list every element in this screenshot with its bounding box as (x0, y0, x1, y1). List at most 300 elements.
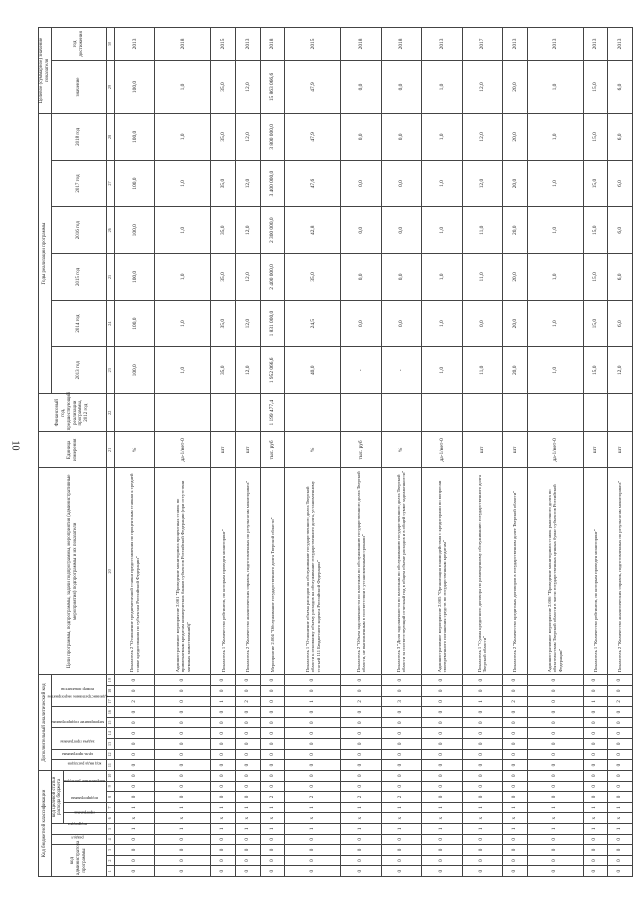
year-value-cell: 12,0 (236, 207, 261, 254)
code-cell: 0 (341, 717, 381, 728)
code-cell: 0 (583, 686, 608, 697)
financial-year-cell (502, 394, 527, 432)
code-cell: 0 (260, 728, 285, 739)
table-row (422, 28, 462, 877)
financial-year-cell (341, 394, 381, 432)
code-cell: 1 (260, 823, 285, 834)
code-cell: 1 (527, 823, 583, 834)
code-cell: 0 (260, 781, 285, 792)
code-cell: 0 (462, 686, 502, 697)
code-cell: 0 (236, 781, 261, 792)
year-value-cell: 0,0 (381, 114, 421, 161)
year-value-cell: 15,0 (583, 160, 608, 207)
column-index-cell: 7 (107, 802, 115, 813)
year-value-cell: 20,0 (502, 114, 527, 161)
code-cell: 0 (462, 707, 502, 718)
year-value-cell: 1,0 (527, 207, 583, 254)
target-value-cell: 47,9 (285, 60, 341, 113)
indicator-name: Показатель 2 "Отношение среднемесячной ставки предоставления по процентным ставкам к средней ставке кредитования по субъектам Российской Федерации" (115, 468, 155, 675)
year-value-cell: 12,0 (608, 347, 633, 394)
indicator-name: Показатель 2 "Количество кредитных договоров в государственном долге Тверской области" (502, 468, 527, 675)
code-cell: 0 (527, 781, 583, 792)
code-cell: 0 (236, 792, 261, 803)
code-cell: 0 (381, 686, 421, 697)
table-row (608, 28, 633, 877)
code-cell: 0 (155, 739, 211, 750)
code-cell: 0 (115, 675, 155, 686)
financial-year-cell (608, 394, 633, 432)
unit-cell: да-1/нет-0 (422, 432, 462, 468)
code-cell: 0 (211, 781, 236, 792)
code-cell: 0 (381, 675, 421, 686)
code-cell: 1 (608, 823, 633, 834)
header-subprogram: подпрограмма (64, 802, 107, 813)
code-cell: 1 (381, 802, 421, 813)
code-cell: 0 (502, 845, 527, 856)
year-value-cell: 1,0 (155, 347, 211, 394)
code-cell: 0 (583, 792, 608, 803)
code-cell: 0 (527, 686, 583, 697)
code-cell: 1 (583, 802, 608, 813)
code-cell: 1 (462, 696, 502, 707)
code-cell: 1 (211, 696, 236, 707)
code-cell: 0 (422, 686, 462, 697)
year-value-cell: 0,0 (381, 254, 421, 301)
code-cell: 0 (285, 834, 341, 845)
code-cell: 0 (155, 781, 211, 792)
target-value-cell: 1,0 (527, 60, 583, 113)
code-cell: 0 (260, 749, 285, 760)
code-cell: 0 (155, 749, 211, 760)
code-cell: 0 (462, 728, 502, 739)
code-cell: 0 (211, 728, 236, 739)
code-cell: 0 (155, 834, 211, 845)
code-cell: 0 (608, 717, 633, 728)
table-row (502, 28, 527, 877)
code-cell: 0 (236, 739, 261, 750)
header-value: значение (51, 60, 107, 113)
code-cell: х (155, 813, 211, 824)
target-year-cell: 2015 (285, 28, 341, 61)
code-cell: 0 (285, 739, 341, 750)
year-value-cell: 35,0 (211, 300, 236, 347)
year-value-cell: 35,0 (211, 347, 236, 394)
year-value-cell: 0,0 (341, 207, 381, 254)
code-cell: 0 (236, 845, 261, 856)
code-cell: 0 (608, 739, 633, 750)
target-year-cell: 2018 (260, 28, 285, 61)
code-cell: 0 (381, 717, 421, 728)
year-value-cell: 0,0 (341, 300, 381, 347)
code-cell: 0 (211, 770, 236, 781)
code-cell: 0 (527, 792, 583, 803)
code-cell: 1 (260, 802, 285, 813)
year-value-cell: 15,0 (583, 207, 608, 254)
column-index-cell: 4 (107, 834, 115, 845)
year-value-cell: 1,0 (527, 347, 583, 394)
code-cell: 0 (381, 707, 421, 718)
code-cell: х (583, 813, 608, 824)
code-cell: 0 (260, 770, 285, 781)
target-year-cell: 2013 (608, 28, 633, 61)
unit-cell: шт (502, 432, 527, 468)
code-cell: 0 (422, 866, 462, 877)
code-cell: 0 (341, 760, 381, 771)
table-row (381, 28, 421, 877)
year-value-cell: 15,0 (583, 254, 608, 301)
year-value-cell: 1,0 (422, 347, 462, 394)
code-cell: 0 (462, 760, 502, 771)
code-cell: 0 (608, 728, 633, 739)
code-cell: 1 (285, 696, 341, 707)
code-cell: х (422, 813, 462, 824)
code-cell: 0 (381, 749, 421, 760)
code-cell: 0 (527, 717, 583, 728)
table-row (260, 28, 285, 877)
code-cell: 0 (527, 845, 583, 856)
indicator-name: Показатель 1 "Количество рейтингов, по которым проведен мониторинг" (583, 468, 608, 675)
indicator-name: Административное мероприятие 2.005 "Организация взаимодействия с кредиторами по вопросам своевременного погашения средств по государственным кредитам" (422, 468, 462, 675)
code-cell: 0 (422, 855, 462, 866)
code-cell: 0 (260, 675, 285, 686)
table-row (341, 28, 381, 877)
target-year-cell: 2013 (236, 28, 261, 61)
code-cell: 0 (115, 770, 155, 781)
code-cell: 0 (422, 707, 462, 718)
code-cell: 0 (341, 686, 381, 697)
code-cell: 0 (583, 866, 608, 877)
column-index-cell: 8 (107, 792, 115, 803)
year-value-cell: 100,0 (115, 160, 155, 207)
code-cell: х (341, 813, 381, 824)
unit-cell: шт (608, 432, 633, 468)
indicator-name: Показатель 2 "Количество аналитических справок, подготовленных по результатам мониторинга" (236, 468, 261, 675)
year-value-cell: 100,0 (115, 207, 155, 254)
target-value-cell: 1,0 (155, 60, 211, 113)
code-cell: 0 (115, 845, 155, 856)
year-value-cell: 15,0 (583, 114, 608, 161)
code-cell: 0 (211, 866, 236, 877)
code-cell: 0 (527, 675, 583, 686)
header-name: Цели программы, подпрограммы, задачи подпрограммы, мероприятия (административные мероприятия) подпрограммы и их показатели (39, 468, 107, 675)
code-cell: 0 (155, 866, 211, 877)
target-year-cell: 2013 (583, 28, 608, 61)
year-value-cell: 1,0 (155, 160, 211, 207)
code-cell: 0 (285, 686, 341, 697)
column-index-cell: 11 (107, 760, 115, 771)
header-section: раздел (51, 834, 107, 845)
column-index-cell: 2 (107, 855, 115, 866)
year-value-cell: 0,0 (341, 254, 381, 301)
code-cell: 0 (341, 728, 381, 739)
year-value-cell: 20,0 (502, 300, 527, 347)
financial-year-cell (236, 394, 261, 432)
code-cell: 2 (260, 792, 285, 803)
code-cell: 0 (583, 707, 608, 718)
year-value-cell: 0,0 (341, 114, 381, 161)
code-cell: 0 (211, 760, 236, 771)
code-cell: 0 (211, 675, 236, 686)
table-row (155, 28, 211, 877)
column-index-cell: 21 (107, 432, 115, 468)
column-index-cell: 3 (107, 845, 115, 856)
header-year-2017: 2017 год (51, 160, 107, 207)
year-value-cell: 0,0 (381, 207, 421, 254)
year-value-cell: 20,0 (502, 207, 527, 254)
column-index-cell: 13 (107, 739, 115, 750)
header-target: Целевое (суммарное) значение показателя (39, 28, 52, 114)
target-value-cell: 15 863 066,6 (260, 60, 285, 113)
code-cell: 1 (341, 802, 381, 813)
code-cell: 0 (236, 707, 261, 718)
year-value-cell: 100,0 (115, 300, 155, 347)
year-value-cell: 1,0 (422, 207, 462, 254)
code-cell: 1 (211, 802, 236, 813)
code-cell: 1 (502, 823, 527, 834)
code-cell: 0 (236, 866, 261, 877)
code-cell: 0 (115, 834, 155, 845)
year-value-cell: 12,0 (236, 347, 261, 394)
year-value-cell: 1,0 (422, 254, 462, 301)
code-cell: 0 (115, 760, 155, 771)
code-cell: 0 (583, 855, 608, 866)
year-value-cell: 0,0 (462, 300, 502, 347)
target-year-cell: 2018 (155, 28, 211, 61)
indicator-name: Показатель 1 "Сумма кредитного договора по размещенному обслуживанию государственного долга Тверской области" (462, 468, 502, 675)
year-value-cell: 2 300 000,0 (260, 207, 285, 254)
indicator-name: Показатель 1 "Отношение объема расходов на обслуживание государственного долга Тверской области к основному объему расходов на обслуживание государственного долга, установленному статьей 111 Бюджетного кодекса Российской Федерации" (285, 468, 341, 675)
code-cell: 1 (211, 823, 236, 834)
code-cell: 0 (236, 728, 261, 739)
code-cell: 0 (381, 855, 421, 866)
year-value-cell: 1 952 066,6 (260, 347, 285, 394)
code-cell: 1 (583, 823, 608, 834)
year-value-cell: 1 831 000,0 (260, 300, 285, 347)
year-value-cell: 1,0 (422, 300, 462, 347)
code-cell: 0 (236, 749, 261, 760)
code-cell: 1 (583, 696, 608, 707)
code-cell: 0 (527, 728, 583, 739)
header-year-2014: 2014 год (51, 300, 107, 347)
table-row (236, 28, 261, 877)
code-cell: 0 (583, 717, 608, 728)
unit-cell: шт (236, 432, 261, 468)
financial-year-cell (381, 394, 421, 432)
code-cell: 0 (155, 675, 211, 686)
year-value-cell: 35,0 (211, 207, 236, 254)
code-cell: 0 (583, 834, 608, 845)
code-cell: 0 (236, 834, 261, 845)
column-index-cell: 1 (107, 866, 115, 877)
code-cell: 2 (236, 696, 261, 707)
code-cell: 0 (381, 866, 421, 877)
code-cell: 0 (236, 770, 261, 781)
target-value-cell: 1,0 (422, 60, 462, 113)
code-cell: 1 (422, 823, 462, 834)
year-value-cell: 1,0 (155, 300, 211, 347)
code-cell: 0 (583, 845, 608, 856)
year-value-cell: 12,0 (462, 160, 502, 207)
header-purpose: направление расходов (64, 781, 107, 802)
code-cell: 0 (462, 855, 502, 866)
table-row (115, 28, 155, 877)
year-value-cell: 3 800 000,0 (260, 114, 285, 161)
code-cell: х (462, 813, 502, 824)
column-index-cell: 6 (107, 813, 115, 824)
code-cell: 1 (115, 823, 155, 834)
target-value-cell: 6,0 (608, 60, 633, 113)
code-cell: х (211, 813, 236, 824)
code-cell: 0 (422, 834, 462, 845)
unit-cell: тыс. руб (341, 432, 381, 468)
unit-cell: да-1/нет-0 (155, 432, 211, 468)
code-cell: 3 (381, 696, 421, 707)
year-value-cell: 15,0 (583, 347, 608, 394)
code-cell: 0 (381, 728, 421, 739)
table-row (583, 28, 608, 877)
column-index-cell: 18 (107, 686, 115, 697)
code-cell: 2 (341, 696, 381, 707)
code-cell: 1 (155, 802, 211, 813)
code-cell: 0 (462, 739, 502, 750)
header-year-2015: 2015 год (51, 254, 107, 301)
table-row (211, 28, 236, 877)
year-value-cell: 24,5 (285, 300, 341, 347)
code-cell: х (236, 813, 261, 824)
code-cell: 0 (527, 739, 583, 750)
column-index-cell: 24 (107, 300, 115, 347)
code-cell: 2 (502, 696, 527, 707)
code-cell: х (260, 813, 285, 824)
target-value-cell: 100,0 (115, 60, 155, 113)
header-classification: Код бюджетной классификации (39, 770, 52, 876)
code-cell: 2 (285, 792, 341, 803)
code-cell: 0 (115, 728, 155, 739)
target-year-cell: 2015 (211, 28, 236, 61)
target-value-cell: 20,0 (502, 60, 527, 113)
year-value-cell: 11,0 (462, 254, 502, 301)
code-cell: 0 (236, 855, 261, 866)
code-cell: 0 (155, 717, 211, 728)
code-cell: 1 (381, 823, 421, 834)
code-cell: 0 (608, 749, 633, 760)
code-cell: 0 (422, 749, 462, 760)
code-cell: 1 (236, 823, 261, 834)
code-cell: 0 (155, 855, 211, 866)
code-cell: 0 (115, 707, 155, 718)
code-cell: х (502, 813, 527, 824)
year-value-cell: - (381, 347, 421, 394)
code-cell: 0 (502, 739, 527, 750)
code-cell: 0 (381, 739, 421, 750)
year-value-cell: 11,0 (462, 347, 502, 394)
year-value-cell: 11,0 (462, 207, 502, 254)
code-cell: х (527, 813, 583, 824)
header-program: программа (64, 813, 107, 824)
header-subsection: подраздел (51, 823, 107, 834)
code-cell: 0 (422, 696, 462, 707)
year-value-cell: 6,0 (608, 254, 633, 301)
code-cell: 0 (608, 834, 633, 845)
code-cell: 0 (608, 866, 633, 877)
code-cell: 0 (527, 866, 583, 877)
target-value-cell: 12,0 (236, 60, 261, 113)
year-value-cell: 1,0 (527, 114, 583, 161)
column-index-cell: 12 (107, 749, 115, 760)
year-value-cell: 35,0 (211, 254, 236, 301)
header-year-2013: 2013 год (51, 347, 107, 394)
code-cell: 0 (115, 717, 155, 728)
table-row (285, 28, 341, 877)
code-cell: х (608, 813, 633, 824)
year-value-cell: 1,0 (422, 114, 462, 161)
code-cell: 0 (381, 781, 421, 792)
target-value-cell: 12,0 (462, 60, 502, 113)
financial-year-cell (155, 394, 211, 432)
code-cell: 0 (260, 845, 285, 856)
code-cell: 0 (608, 845, 633, 856)
code-cell: 0 (155, 686, 211, 697)
code-cell: 0 (608, 760, 633, 771)
header-goal: цель программы (51, 760, 107, 771)
code-cell: 0 (115, 866, 155, 877)
code-cell: 0 (236, 760, 261, 771)
code-cell: 0 (115, 781, 155, 792)
year-value-cell: 15,0 (583, 300, 608, 347)
code-cell: 0 (608, 770, 633, 781)
column-index-cell: 30 (107, 28, 115, 61)
code-cell: 0 (236, 686, 261, 697)
year-value-cell: 47,9 (285, 114, 341, 161)
column-index-cell: 5 (107, 823, 115, 834)
code-cell: 0 (155, 707, 211, 718)
code-cell: 0 (285, 749, 341, 760)
code-cell: 1 (527, 802, 583, 813)
code-cell: 0 (527, 696, 583, 707)
code-cell: 2 (608, 696, 633, 707)
header-unit: Единица измерения (39, 432, 107, 468)
column-index-cell: 20 (107, 468, 115, 675)
year-value-cell: 20,0 (502, 160, 527, 207)
target-year-cell: 2018 (341, 28, 381, 61)
header-admin-event: административное мероприятие (51, 707, 107, 728)
header-years: Годы реализации программы (39, 114, 52, 394)
financial-year-cell (527, 394, 583, 432)
code-cell: 1 (285, 823, 341, 834)
code-cell: 0 (422, 781, 462, 792)
code-cell: 0 (260, 707, 285, 718)
code-cell: 0 (502, 707, 527, 718)
column-index-cell: 16 (107, 707, 115, 718)
code-cell: 0 (285, 707, 341, 718)
code-cell: 0 (422, 739, 462, 750)
year-value-cell: 12,0 (236, 114, 261, 161)
header-target-item: код целевой статьи расхода бюджета (51, 770, 64, 823)
year-value-cell: 0,0 (341, 160, 381, 207)
code-cell: 0 (236, 717, 261, 728)
unit-cell: шт (583, 432, 608, 468)
code-cell: 0 (341, 855, 381, 866)
target-value-cell: 15,0 (583, 60, 608, 113)
target-year-cell: 2017 (462, 28, 502, 61)
code-cell: 0 (608, 675, 633, 686)
column-index-cell: 26 (107, 207, 115, 254)
year-value-cell: 6,0 (608, 114, 633, 161)
header-year-2016: 2016 год (51, 207, 107, 254)
code-cell: 0 (260, 739, 285, 750)
code-cell: 0 (462, 781, 502, 792)
code-cell: 1 (285, 802, 341, 813)
